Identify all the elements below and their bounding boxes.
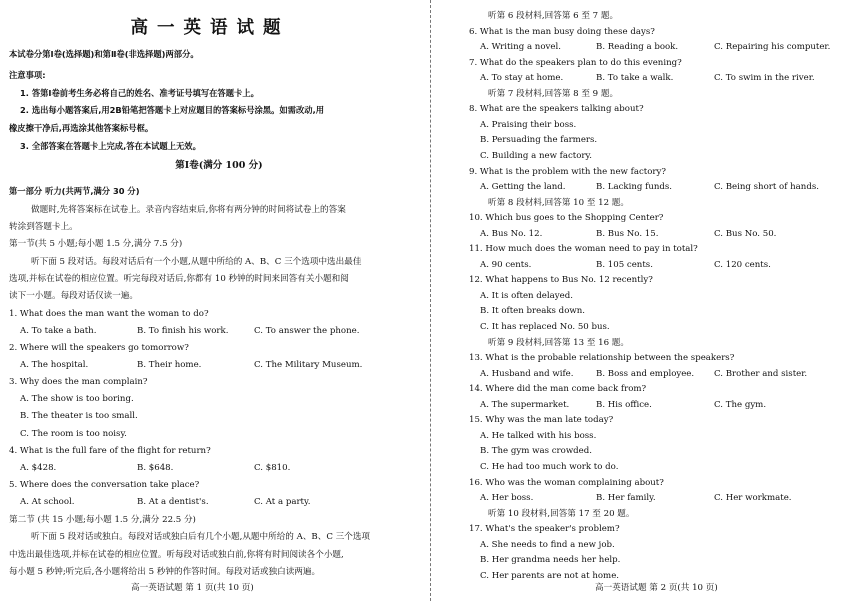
exam-title: 高一英语试题 — [130, 18, 290, 38]
section2-heading: 第二节 (共 15 小题;每小题 1.5 分,满分 22.5 分) — [9, 515, 196, 525]
option-c: C. Bus No. 50. — [714, 228, 777, 239]
option: A. Praising their boss. — [480, 119, 577, 130]
option: C. It has replaced No. 50 bus. — [480, 322, 610, 332]
option-b: B. $648. — [137, 463, 174, 473]
section1-heading: 第一节(共 5 小题;每小题 1.5 分,满分 7.5 分) — [9, 239, 183, 249]
right-page — [430, 0, 860, 601]
note-line: 橡皮擦干净后,再选涂其他答案标号框。 — [9, 123, 154, 133]
notes-heading: 注意事项: — [9, 70, 46, 80]
option-b: B. To finish his work. — [137, 326, 229, 336]
option-b: B. 105 cents. — [596, 259, 653, 270]
page-footer: 高一英语试题 第 1 页(共 10 页) — [131, 583, 254, 593]
question: 6. What is the man busy doing these days? — [469, 26, 655, 37]
option-c: C. Repairing his computer. — [714, 42, 831, 53]
option-a: A. The supermarket. — [480, 399, 570, 410]
option-c: C. At a party. — [254, 497, 311, 507]
question-3: 3. Why does the man complain? — [9, 377, 148, 387]
option: A. He talked with his boss. — [480, 430, 597, 441]
question-2: 2. Where will the speakers go tomorrow? — [9, 343, 189, 353]
question: 7. What do the speakers plan to do this evening? — [469, 57, 682, 68]
option-c: C. Being short of hands. — [714, 182, 819, 193]
option-a: A. Bus No. 12. — [480, 228, 543, 239]
question: 11. How much does the woman need to pay in total? — [469, 244, 698, 255]
option: A. She needs to find a new job. — [480, 539, 615, 550]
question: 15. Why was the man late today? — [469, 415, 614, 426]
question: 13. What is the probable relationship between the speakers? — [469, 353, 735, 364]
option-a: A. 90 cents. — [480, 259, 532, 270]
option: B. The gym was crowded. — [480, 446, 592, 457]
option-a: A. Her boss. — [480, 493, 534, 504]
question: 14. Where did the man come back from? — [469, 384, 647, 395]
option-c: C. The room is too noisy. — [20, 429, 127, 439]
option-c: C. To swim in the river. — [714, 73, 815, 84]
question: 12. What happens to Bus No. 12 recently? — [469, 275, 653, 286]
option: C. He had too much work to do. — [480, 461, 619, 472]
option: A. It is often delayed. — [480, 290, 573, 301]
option-c: C. Brother and sister. — [714, 368, 808, 379]
question: 16. Who was the woman complaining about? — [469, 477, 664, 488]
section2-text: 中选出最佳选项,并标在试卷的相应位置。听每段对话或独白前,你将有时间阅读各个小题, — [9, 550, 344, 560]
option-a: A. Getting the land. — [480, 182, 566, 193]
note-line: 1. 答第Ⅰ卷前考生务必将自己的姓名、准考证号填写在答题卡上。 — [20, 88, 259, 98]
option-a: A. To stay at home. — [480, 73, 564, 84]
option: C. Building a new factory. — [480, 150, 592, 161]
option-c: C. The gym. — [714, 399, 767, 410]
option-a: A. The hospital. — [20, 360, 89, 370]
question: 8. What are the speakers talking about? — [469, 104, 644, 115]
option: B. Her grandma needs her help. — [480, 555, 621, 566]
section1-text: 听下面 5 段对话。每段对话后有一个小题,从题中所给的 A、B、C 三个选项中选出最佳 — [31, 257, 362, 267]
note-line: 3. 全部答案在答题卡上完成,答在本试题上无效。 — [20, 141, 201, 151]
listening-instruction: 听第 9 段材料,回答第 13 至 16 题。 — [488, 337, 629, 348]
listening-instruction: 听第 10 段材料,回答第 17 至 20 题。 — [488, 508, 635, 519]
option-b: B. Their home. — [137, 360, 202, 370]
option-b: B. Her family. — [596, 493, 656, 504]
listening-instruction: 听第 6 段材料,回答第 6 至 7 题。 — [488, 11, 619, 21]
question: 9. What is the problem with the new factory? — [469, 166, 666, 177]
option-b: B. Boss and employee. — [596, 368, 695, 379]
option-a: A. Writing a novel. — [480, 42, 561, 53]
option-b: B. Reading a book. — [596, 42, 679, 53]
option-a: A. The show is too boring. — [20, 394, 134, 404]
option: C. Her parents are not at home. — [480, 570, 620, 581]
part1-text: 转涂到答题卡上。 — [9, 222, 78, 232]
part1-heading: 第一部分 听力(共两节,满分 30 分) — [9, 186, 140, 196]
option-c: C. The Military Museum. — [254, 360, 363, 370]
question-1: 1. What does the man want the woman to do? — [9, 309, 209, 319]
part1-text: 做题时,先将答案标在试卷上。录音内容结束后,你将有两分钟的时间将试卷上的答案 — [31, 205, 346, 215]
option-b: B. To take a walk. — [596, 73, 674, 84]
option: B. Persuading the farmers. — [480, 135, 598, 146]
question-4: 4. What is the full fare of the flight for return? — [9, 446, 211, 456]
question: 10. Which bus goes to the Shopping Center? — [469, 213, 664, 224]
question: 17. What's the speaker's problem? — [469, 524, 620, 535]
option-b: B. At a dentist's. — [137, 497, 209, 507]
section2-text: 听下面 5 段对话或独白。每段对话或独白后有几个小题,从题中所给的 A、B、C 三个选项 — [31, 532, 371, 542]
option-b: B. His office. — [596, 399, 652, 410]
option-b: B. Lacking funds. — [596, 182, 673, 193]
exam-intro: 本试卷分第Ⅰ卷(选择题)和第Ⅱ卷(非选择题)两部分。 — [9, 49, 199, 59]
option-a: A. At school. — [20, 497, 75, 507]
page-footer: 高一英语试题 第 2 页(共 10 页) — [595, 583, 718, 593]
option-a: A. $428. — [20, 463, 57, 473]
listening-instruction: 听第 7 段材料,回答第 8 至 9 题。 — [488, 88, 619, 99]
option-c: C. To answer the phone. — [254, 326, 360, 336]
option-c: C. Her workmate. — [714, 493, 792, 504]
question-5: 5. Where does the conversation take place? — [9, 480, 200, 490]
note-line: 2. 选出每小题答案后,用2B铅笔把答题卡上对应题目的答案标号涂黑。如需改动,用 — [20, 105, 325, 115]
option-b: B. The theater is too small. — [20, 411, 138, 421]
section2-text: 每小题 5 秒钟;听完后,各小题将给出 5 秒钟的作答时间。每段对话或独白读两遍。 — [9, 567, 321, 577]
section1-text: 选项,并标在试卷的相应位置。听完每段对话后,你都有 10 秒钟的时间来回答有关小题和阅 — [9, 274, 349, 284]
option-a: A. To take a bath. — [20, 326, 97, 336]
section1-text: 读下一小题。每段对话仅读一遍。 — [9, 291, 138, 301]
option-a: A. Husband and wife. — [480, 368, 574, 379]
listening-instruction: 听第 8 段材料,回答第 10 至 12 题。 — [488, 197, 629, 208]
option-c: C. $810. — [254, 463, 291, 473]
option: B. It often breaks down. — [480, 306, 585, 317]
volume-heading: 第Ⅰ卷(满分 100 分) — [175, 160, 263, 171]
option-c: C. 120 cents. — [714, 259, 771, 270]
option-b: B. Bus No. 15. — [596, 228, 659, 239]
